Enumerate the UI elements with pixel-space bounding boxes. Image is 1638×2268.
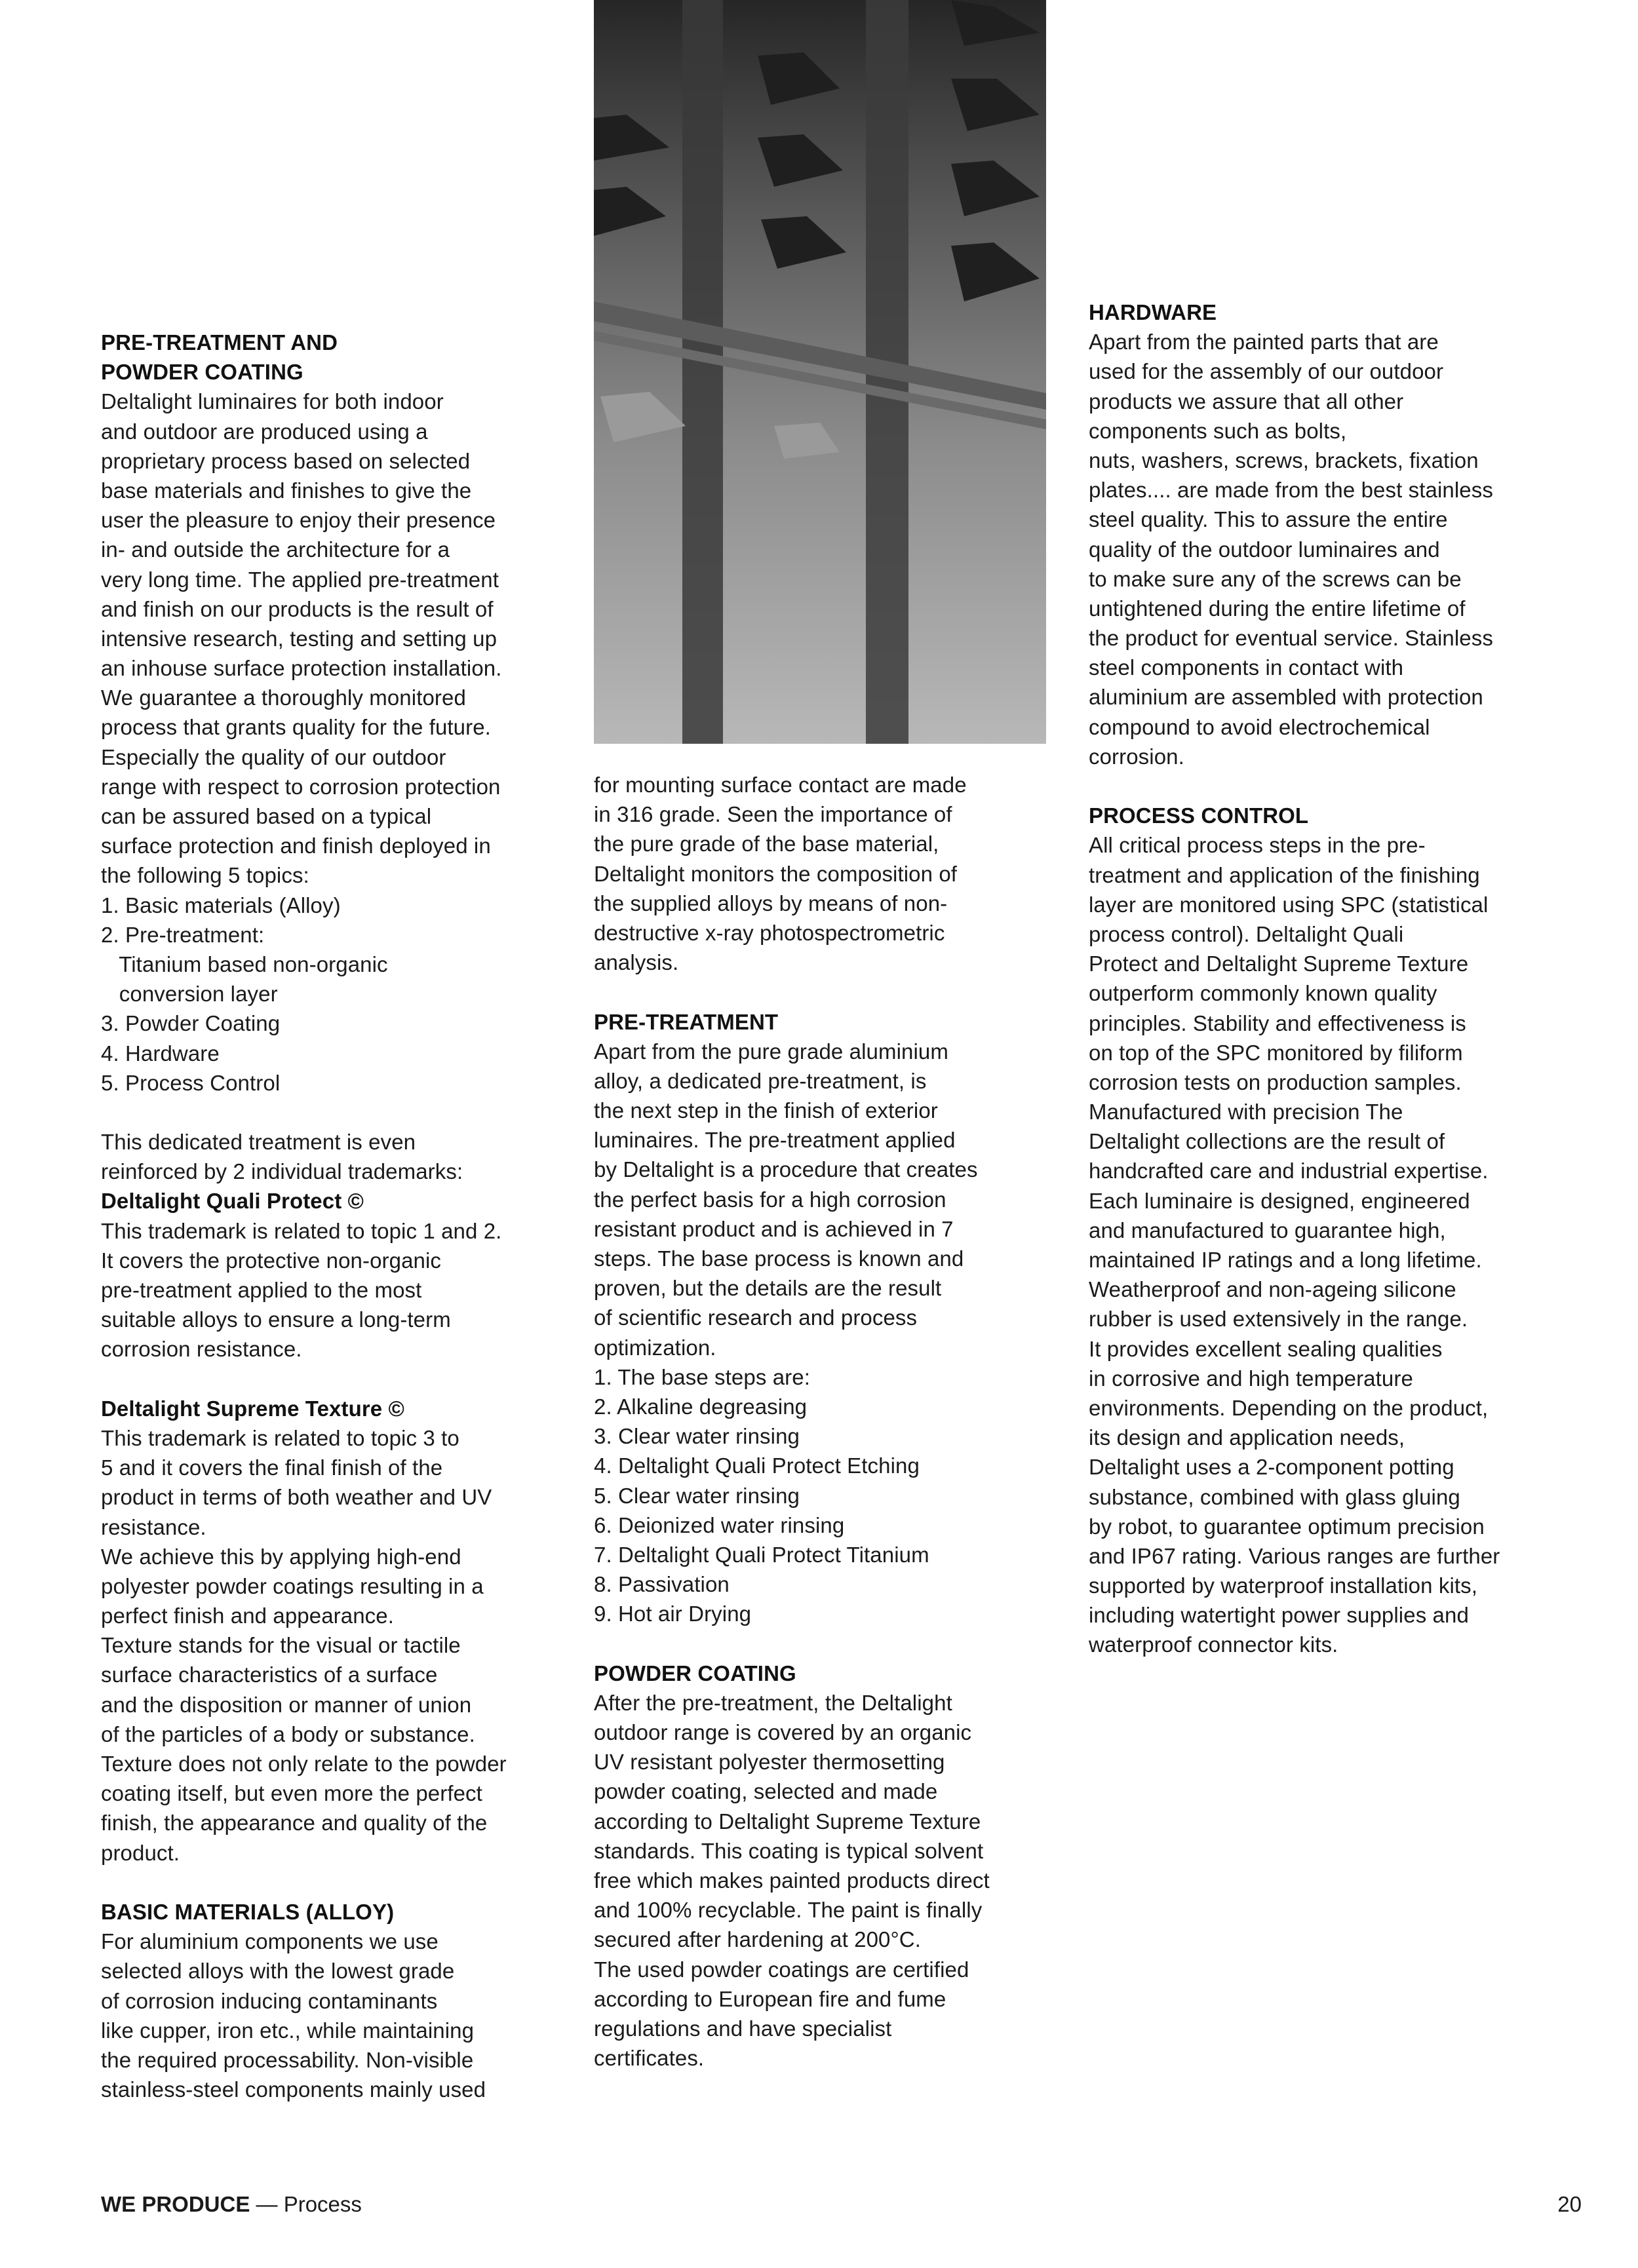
left-text-line: user the pleasure to enjoy their presence	[101, 508, 496, 533]
left-text-line: pre-treatment applied to the most	[101, 1278, 422, 1302]
right-text-line: Protect and Deltalight Supreme Texture	[1089, 951, 1469, 976]
left-heading: PRE-TREATMENT AND	[101, 330, 338, 355]
right-text-line: on top of the SPC monitored by filiform	[1089, 1040, 1463, 1065]
left-text-line: the following 5 topics:	[101, 863, 309, 888]
left-text-line: surface protection and finish deployed in	[101, 834, 491, 858]
middle-heading: PRE-TREATMENT	[594, 1009, 779, 1034]
right-text-line: layer are monitored using SPC (statistical	[1089, 892, 1489, 917]
right-text-line: principles. Stability and effectiveness is	[1089, 1010, 1466, 1035]
right-text-line: corrosion.	[1089, 744, 1184, 769]
left-text-line: corrosion resistance.	[101, 1337, 302, 1362]
right-text-line: compound to avoid electrochemical	[1089, 714, 1430, 739]
left-text-line: reinforced by 2 individual trademarks:	[101, 1159, 463, 1184]
left-text-line: 4. Hardware	[101, 1041, 220, 1066]
left-text-line: Texture does not only relate to the powder	[101, 1752, 507, 1776]
left-text-line: 5. Process Control	[101, 1070, 281, 1095]
right-text-line: products we assure that all other	[1089, 389, 1404, 413]
right-text-line: Weatherproof and non-ageing silicone	[1089, 1277, 1456, 1302]
left-text-line: product in terms of both weather and UV	[101, 1485, 492, 1510]
right-text-line: by robot, to guarantee optimum precision	[1089, 1514, 1485, 1539]
left-text-line: Titanium based non-organic	[101, 951, 388, 976]
right-text-line: Manufactured with precision The	[1089, 1100, 1403, 1124]
left-text-line: very long time. The applied pre-treatment	[101, 567, 499, 592]
left-text-line: Especially the quality of our outdoor	[101, 744, 446, 769]
right-text-line: to make sure any of the screws can be	[1089, 566, 1462, 591]
left-text-line: proprietary process based on selected	[101, 448, 471, 473]
left-text-line: process that grants quality for the future.	[101, 715, 491, 740]
right-text-line: in corrosive and high temperature	[1089, 1366, 1413, 1391]
middle-text-line: proven, but the details are the result	[594, 1276, 942, 1301]
left-text-line: polyester powder coatings resulting in a	[101, 1573, 484, 1598]
middle-text-line: 3. Clear water rinsing	[594, 1424, 800, 1449]
right-text-line: All critical process steps in the pre-	[1089, 833, 1426, 858]
left-text-line: of the particles of a body or substance.	[101, 1721, 475, 1746]
left-text-line: and finish on our products is the result of	[101, 596, 494, 621]
left-spacer	[101, 1364, 507, 1394]
left-text-line: It covers the protective non-organic	[101, 1248, 442, 1273]
middle-text-line: 6. Deionized water rinsing	[594, 1512, 845, 1537]
left-text-line: We achieve this by applying high-end	[101, 1544, 461, 1569]
middle-text-line: 8. Passivation	[594, 1572, 730, 1597]
middle-text-line: destructive x-ray photospectrometric	[594, 920, 945, 945]
middle-text-line: alloy, a dedicated pre-treatment, is	[594, 1068, 927, 1093]
running-footer	[101, 2192, 362, 2217]
middle-text-line: steps. The base process is known and	[594, 1246, 964, 1271]
middle-text-line: UV resistant polyester thermosetting	[594, 1750, 945, 1775]
middle-text-line: 9. Hot air Drying	[594, 1602, 752, 1626]
right-spacer	[1089, 771, 1500, 801]
left-text-line: 3. Powder Coating	[101, 1011, 281, 1036]
right-text-line: including watertight power supplies and	[1089, 1603, 1469, 1628]
middle-text-line: the perfect basis for a high corrosion	[594, 1187, 946, 1212]
right-text-line: nuts, washers, screws, brackets, fixation	[1089, 448, 1479, 472]
left-text-line: stainless-steel components mainly used	[101, 2077, 486, 2102]
right-text-line: steel components in contact with	[1089, 655, 1404, 680]
left-text-line: Deltalight luminaires for both indoor	[101, 389, 444, 414]
middle-text-line: 7. Deltalight Quali Protect Titanium	[594, 1542, 929, 1567]
right-text-line: waterproof connector kits.	[1089, 1632, 1338, 1657]
left-text-line: This dedicated treatment is even	[101, 1130, 416, 1155]
left-subheading: Deltalight Quali Protect ©	[101, 1189, 364, 1214]
left-text-line: 2. Pre-treatment:	[101, 922, 265, 947]
right-text-line: handcrafted care and industrial expertise.	[1089, 1159, 1489, 1183]
middle-text-line: in 316 grade. Seen the importance of	[594, 802, 952, 827]
left-text-line: range with respect to corrosion protection	[101, 774, 501, 799]
left-heading: POWDER COATING	[101, 360, 303, 385]
middle-heading: POWDER COATING	[594, 1661, 796, 1685]
middle-text-line: luminaires. The pre-treatment applied	[594, 1128, 956, 1153]
middle-text-line: After the pre-treatment, the Deltalight	[594, 1690, 952, 1715]
right-text-line: used for the assembly of our outdoor	[1089, 359, 1444, 384]
middle-text-line: free which makes painted products direct	[594, 1868, 990, 1893]
middle-text-line: analysis.	[594, 950, 679, 975]
right-text-line: outperform commonly known quality	[1089, 981, 1437, 1006]
middle-text-line: the next step in the finish of exterior	[594, 1098, 938, 1123]
middle-text-line: of scientific research and process	[594, 1305, 918, 1330]
left-spacer	[101, 1868, 507, 1897]
middle-text-line: 5. Clear water rinsing	[594, 1483, 800, 1508]
middle-text-line: outdoor range is covered by an organic	[594, 1720, 972, 1744]
middle-text-line: secured after hardening at 200°C.	[594, 1927, 921, 1952]
right-text-line: components such as bolts,	[1089, 418, 1347, 443]
middle-text-line: 1. The base steps are:	[594, 1364, 810, 1389]
luminaire-rack-illustration	[594, 0, 1046, 744]
right-heading: HARDWARE	[1089, 300, 1217, 324]
middle-text-line: for mounting surface contact are made	[594, 773, 967, 797]
right-text-line: substance, combined with glass gluing	[1089, 1484, 1460, 1509]
left-text-line: product.	[101, 1840, 180, 1865]
right-text-line: supported by waterproof installation kits,	[1089, 1573, 1478, 1598]
left-text-line: the required processability. Non-visible	[101, 2047, 474, 2072]
left-text-line: resistance.	[101, 1514, 206, 1539]
left-text-line: This trademark is related to topic 3 to	[101, 1425, 459, 1450]
left-text-column	[101, 328, 507, 2104]
middle-text-line: The used powder coatings are certified	[594, 1957, 969, 1982]
right-text-line: and manufactured to guarantee high,	[1089, 1218, 1446, 1242]
right-text-line: plates.... are made from the best stainless	[1089, 478, 1493, 503]
middle-text-line: the pure grade of the base material,	[594, 832, 939, 856]
left-text-line: and the disposition or manner of union	[101, 1692, 472, 1717]
right-text-line: It provides excellent sealing qualities	[1089, 1336, 1443, 1361]
left-text-line: and outdoor are produced using a	[101, 419, 428, 444]
middle-text-line: regulations and have specialist	[594, 2016, 892, 2041]
left-text-line: like cupper, iron etc., while maintaining	[101, 2018, 475, 2043]
middle-text-line: standards. This coating is typical solvent	[594, 1838, 984, 1863]
left-text-line: of corrosion inducing contaminants	[101, 1988, 438, 2013]
left-text-line: For aluminium components we use	[101, 1929, 439, 1954]
middle-text-line: according to Deltalight Supreme Texture	[594, 1809, 981, 1834]
left-text-line: 5 and it covers the final finish of the	[101, 1455, 443, 1480]
middle-text-line: and 100% recyclable. The paint is finally	[594, 1898, 983, 1923]
right-text-line: treatment and application of the finishing	[1089, 862, 1480, 887]
right-text-line: Deltalight collections are the result of	[1089, 1129, 1445, 1154]
production-line-photo	[594, 0, 1046, 744]
left-text-line: coating itself, but even more the perfect	[101, 1781, 482, 1806]
middle-text-line: 4. Deltalight Quali Protect Etching	[594, 1453, 920, 1478]
right-text-line: environments. Depending on the product,	[1089, 1395, 1489, 1420]
right-text-line: Deltalight uses a 2-component potting	[1089, 1455, 1454, 1480]
right-heading: PROCESS CONTROL	[1089, 803, 1309, 828]
right-text-line: Each luminaire is designed, engineered	[1089, 1188, 1470, 1213]
right-text-line: corrosion tests on production samples.	[1089, 1069, 1462, 1094]
middle-text-line: according to European fire and fume	[594, 1986, 946, 2011]
middle-text-line: the supplied alloys by means of non-	[594, 891, 948, 915]
footer-separator: —	[250, 2192, 284, 2216]
footer-subsection-label: Process	[283, 2192, 362, 2216]
left-spacer	[101, 1098, 507, 1127]
left-text-line: an inhouse surface protection installation.	[101, 656, 502, 681]
left-text-line: We guarantee a thoroughly monitored	[101, 685, 466, 710]
right-text-column	[1089, 298, 1500, 1660]
left-text-line: This trademark is related to topic 1 and 2.	[101, 1218, 502, 1243]
right-text-line: the product for eventual service. Stainless	[1089, 626, 1493, 651]
middle-text-line: powder coating, selected and made	[594, 1779, 938, 1804]
left-text-line: 1. Basic materials (Alloy)	[101, 893, 341, 917]
left-text-line: finish, the appearance and quality of the	[101, 1811, 488, 1836]
left-text-line: base materials and finishes to give the	[101, 478, 472, 503]
right-text-line: aluminium are assembled with protection	[1089, 685, 1483, 710]
middle-text-line: by Deltalight is a procedure that creates	[594, 1157, 978, 1182]
footer-section-label: WE PRODUCE	[101, 2192, 250, 2216]
right-text-line: Apart from the painted parts that are	[1089, 330, 1439, 355]
middle-text-line: 2. Alkaline degreasing	[594, 1394, 808, 1419]
right-text-line: its design and application needs,	[1089, 1425, 1405, 1450]
middle-text-line: Deltalight monitors the composition of	[594, 861, 958, 886]
left-text-line: can be assured based on a typical	[101, 804, 432, 828]
left-text-line: conversion layer	[101, 982, 278, 1007]
middle-spacer	[594, 1628, 990, 1658]
left-heading: BASIC MATERIALS (ALLOY)	[101, 1899, 395, 1924]
middle-text-column	[594, 770, 990, 2073]
right-text-line: rubber is used extensively in the range.	[1089, 1307, 1468, 1332]
right-text-line: process control). Deltalight Quali	[1089, 921, 1404, 946]
left-text-line: Texture stands for the visual or tactile	[101, 1633, 461, 1658]
right-text-line: maintained IP ratings and a long lifetime.	[1089, 1248, 1482, 1272]
middle-text-line: optimization.	[594, 1335, 716, 1360]
right-text-line: and IP67 rating. Various ranges are further	[1089, 1543, 1500, 1568]
middle-text-line: Apart from the pure grade aluminium	[594, 1039, 948, 1064]
left-text-line: in- and outside the architecture for a	[101, 537, 450, 562]
right-text-line: steel quality. This to assure the entire	[1089, 507, 1448, 532]
left-text-line: selected alloys with the lowest grade	[101, 1959, 455, 1984]
left-text-line: perfect finish and appearance.	[101, 1604, 394, 1628]
left-text-line: intensive research, testing and setting up	[101, 626, 497, 651]
left-text-line: surface characteristics of a surface	[101, 1663, 438, 1687]
right-text-line: untightened during the entire lifetime of	[1089, 596, 1466, 621]
left-subheading: Deltalight Supreme Texture ©	[101, 1396, 404, 1421]
middle-text-line: resistant product and is achieved in 7	[594, 1216, 954, 1241]
left-text-line: suitable alloys to ensure a long-term	[101, 1307, 451, 1332]
middle-spacer	[594, 977, 990, 1007]
middle-text-line: certificates.	[594, 2046, 705, 2071]
page-number: 20	[1557, 2192, 1582, 2216]
right-text-line: quality of the outdoor luminaires and	[1089, 537, 1440, 562]
